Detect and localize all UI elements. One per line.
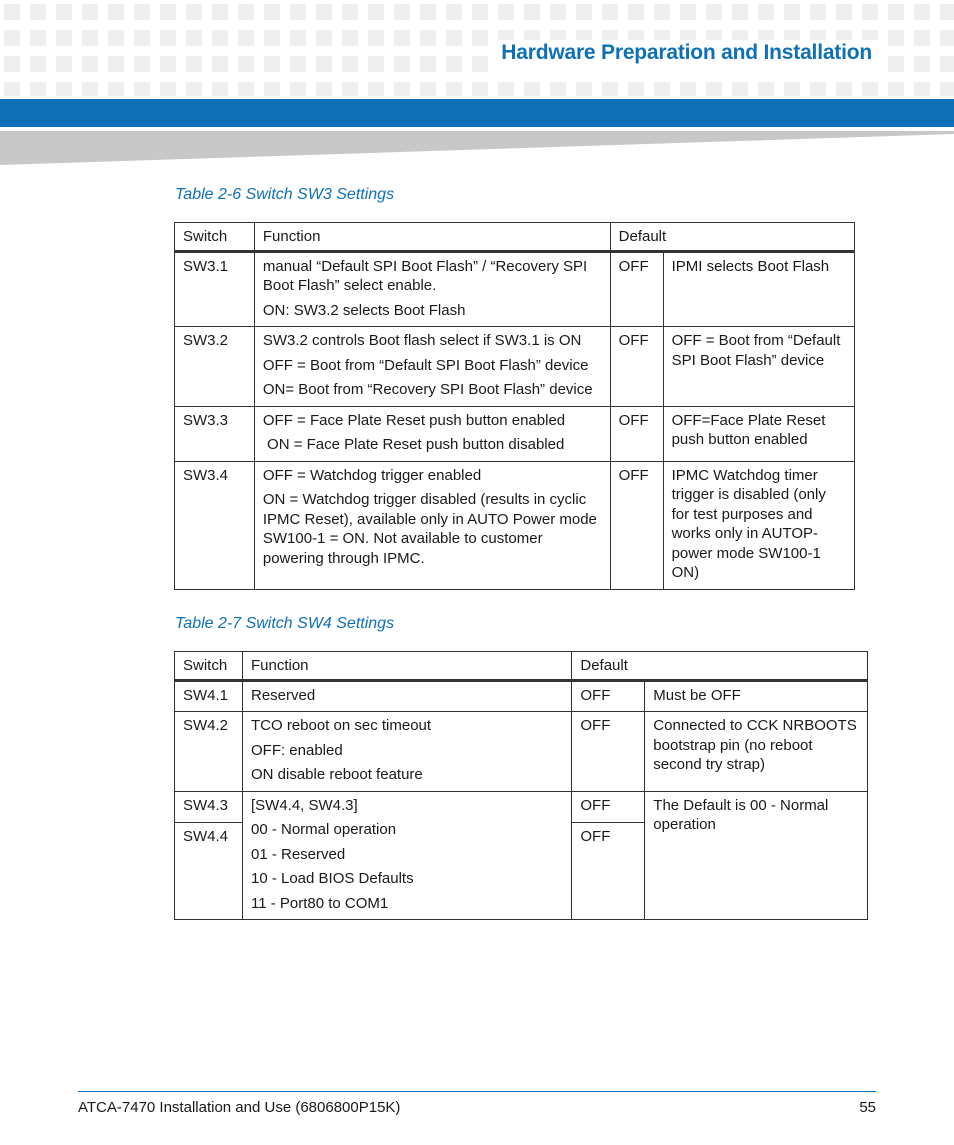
header-band — [0, 99, 954, 127]
default-note-cell: The Default is 00 - Normal operation — [645, 791, 868, 920]
function-line: manual “Default SPI Boot Flash” / “Recovery SPI Boot Flash” select enable. — [262, 257, 588, 294]
switch-cell: SW3.2 — [175, 327, 255, 407]
table-row — [175, 712, 868, 792]
function-line: OFF = Boot from “Default SPI Boot Flash” device — [262, 356, 589, 374]
default-cell: OFF — [572, 791, 645, 822]
switch-cell: SW4.4 — [175, 822, 243, 920]
table-row — [175, 251, 855, 327]
function-line: ON = Face Plate Reset push button disabled — [262, 436, 565, 453]
table-row — [175, 791, 868, 822]
function-cell — [242, 712, 571, 792]
header-wedge — [0, 131, 954, 165]
default-note-cell: OFF = Boot from “Default SPI Boot Flash” device — [663, 327, 854, 407]
function-line: OFF = Face Plate Reset push button enabled — [262, 411, 566, 429]
function-cell — [254, 327, 610, 407]
function-line: TCO reboot on sec timeout — [250, 717, 432, 734]
table-row — [175, 461, 855, 589]
footer-document-title: ATCA-7470 Installation and Use (6806800P15K) — [78, 1099, 401, 1116]
default-note-cell: Connected to CCK NRBOOTS bootstrap pin (no reboot second try strap) — [645, 712, 868, 792]
function-line: 01 - Reserved — [250, 845, 346, 863]
default-note-cell: IPMI selects Boot Flash — [663, 251, 854, 327]
function-line: 11 - Port80 to COM1 — [250, 894, 389, 912]
function-cell — [242, 680, 571, 712]
default-cell: OFF — [610, 406, 663, 461]
function-cell — [242, 791, 571, 920]
default-cell: OFF — [572, 822, 645, 920]
function-line: Reserved — [250, 686, 316, 704]
function-line: 00 - Normal operation — [250, 821, 397, 838]
switch-cell: SW4.3 — [175, 791, 243, 822]
column-header-default: Default — [572, 652, 868, 681]
column-header-switch: Switch — [175, 652, 243, 681]
function-line: ON: SW3.2 selects Boot Flash — [262, 301, 466, 319]
function-line: SW3.2 controls Boot flash select if SW3.1 is ON — [262, 332, 582, 349]
function-line: ON = Watchdog trigger disabled (results in cyclic IPMC Reset), available only in AUTO Power mode SW100-1 = ON. Not available to customer powering through IPMC. — [262, 491, 597, 567]
switch-cell: SW3.4 — [175, 461, 255, 589]
function-line: 10 - Load BIOS Defaults — [250, 870, 414, 887]
column-header-function: Function — [254, 223, 610, 252]
default-cell: OFF — [610, 251, 663, 327]
function-line: [SW4.4, SW4.3] — [250, 796, 358, 814]
default-cell: OFF — [610, 461, 663, 589]
footer-divider — [78, 1091, 876, 1092]
default-cell: OFF — [572, 712, 645, 792]
table-row — [175, 327, 855, 407]
function-line: OFF = Watchdog trigger enabled — [262, 466, 482, 484]
switch-cell: SW3.3 — [175, 406, 255, 461]
default-cell: OFF — [610, 327, 663, 407]
column-header-function: Function — [242, 652, 571, 681]
table-caption-sw3: Table 2-6 Switch SW3 Settings — [175, 186, 395, 203]
table-row — [175, 406, 855, 461]
column-header-switch: Switch — [175, 223, 255, 252]
switch-cell: SW4.1 — [175, 680, 243, 712]
table-row — [175, 680, 868, 712]
function-line: ON= Boot from “Recovery SPI Boot Flash” device — [262, 381, 593, 398]
function-cell — [254, 461, 610, 589]
default-cell: OFF — [572, 680, 645, 712]
default-note-cell: IPMC Watchdog timer trigger is disabled (only for test purposes and works only in AUTOP-power mode SW100-1 ON) — [663, 461, 854, 589]
function-cell — [254, 251, 610, 327]
default-note-cell: OFF=Face Plate Reset push button enabled — [663, 406, 854, 461]
default-note-cell: Must be OFF — [645, 680, 868, 712]
function-line: ON disable reboot feature — [250, 766, 423, 783]
table-caption-sw4: Table 2-7 Switch SW4 Settings — [175, 615, 395, 632]
table-header-row — [175, 652, 868, 681]
sw4-settings-table — [174, 651, 868, 920]
function-line: OFF: enabled — [250, 741, 343, 759]
switch-cell: SW4.2 — [175, 712, 243, 792]
column-header-default: Default — [610, 223, 854, 252]
table-header-row — [175, 223, 855, 252]
page-number: 55 — [859, 1099, 876, 1116]
switch-cell: SW3.1 — [175, 251, 255, 327]
sw3-settings-table — [174, 222, 855, 590]
function-cell — [254, 406, 610, 461]
page-section-title: Hardware Preparation and Installation — [501, 41, 872, 64]
